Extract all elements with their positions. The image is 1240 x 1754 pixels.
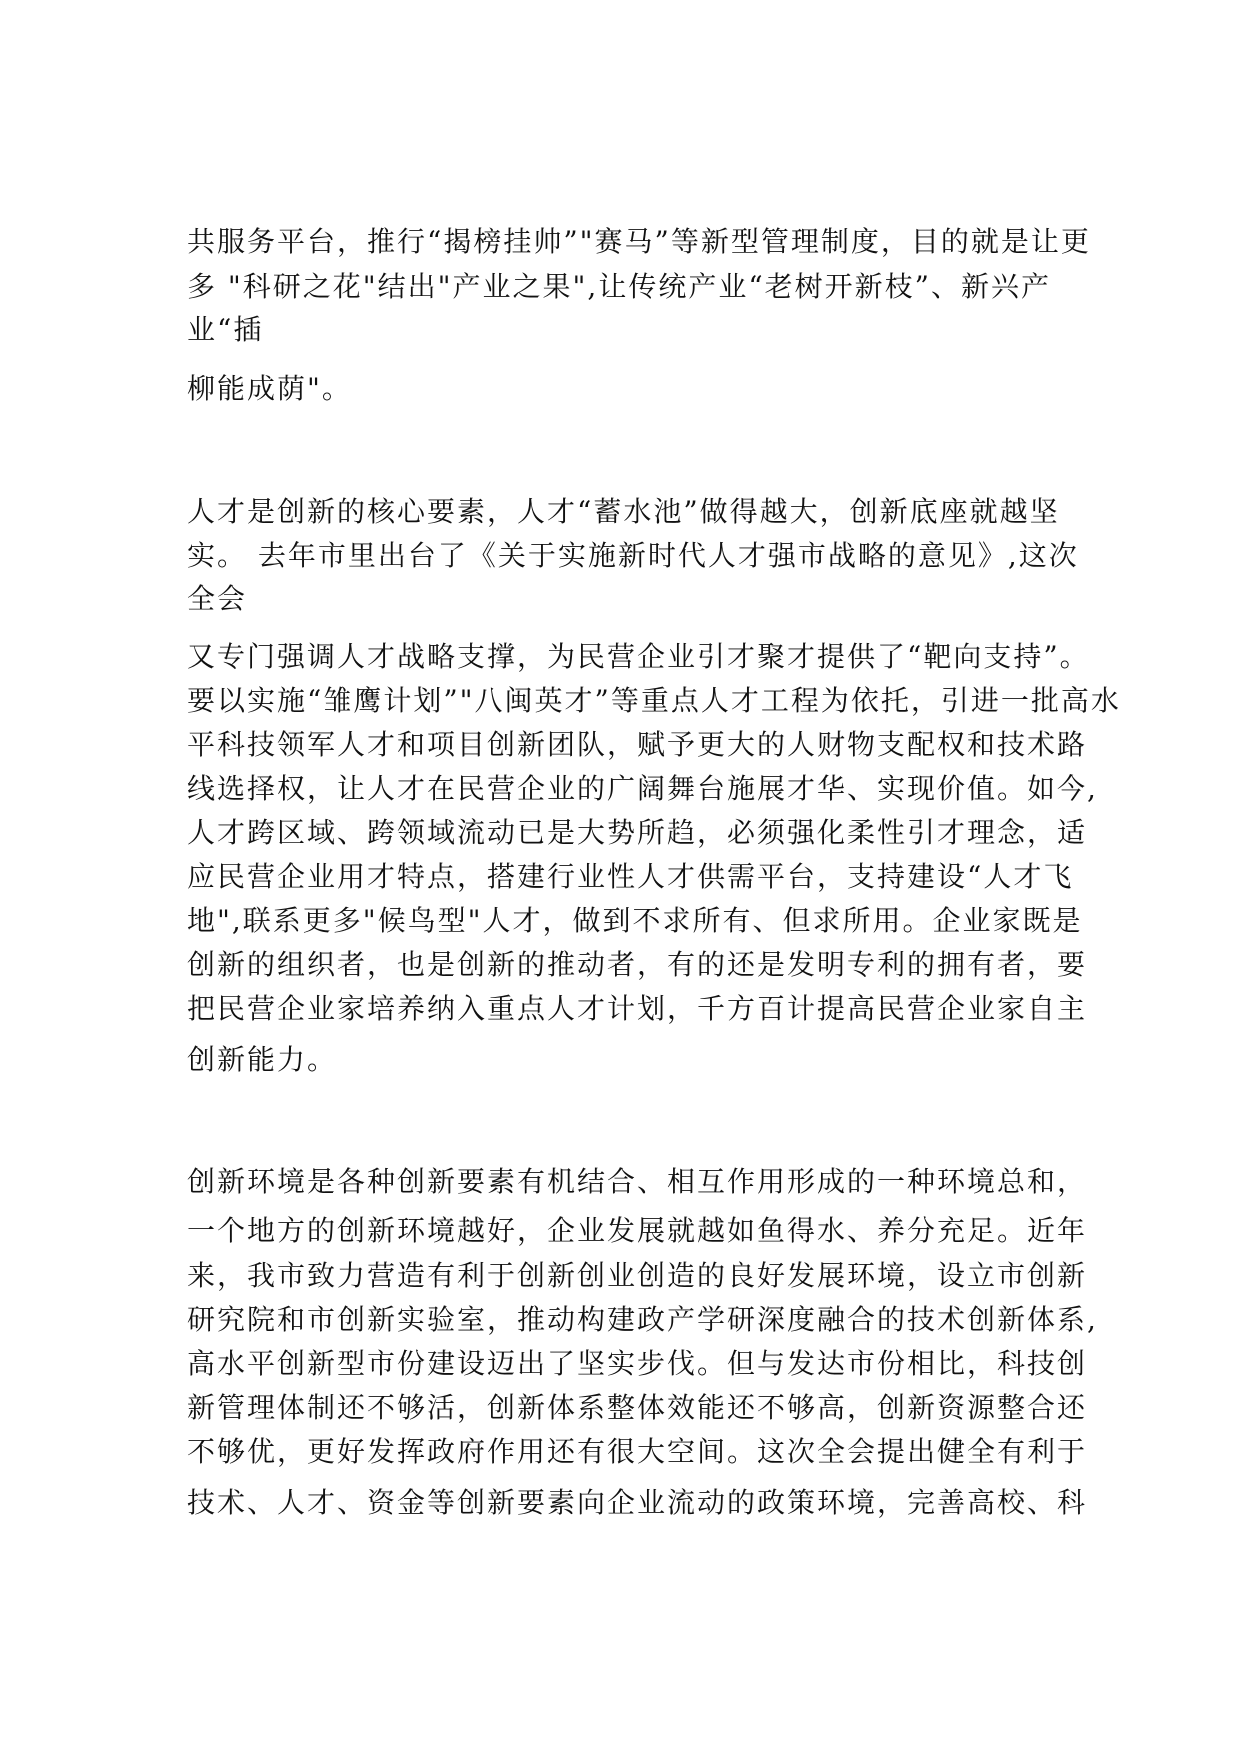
- paragraph-2-line-2: 实。 去年市里出台了《关于实施新时代人才强市战略的意见》,这次: [187, 539, 1079, 572]
- paragraph-1-line-4: 柳能成荫"。: [187, 372, 352, 405]
- paragraph-3-line-6: 新管理体制还不够活，创新体系整体效能还不够高，创新资源整合还: [187, 1391, 1088, 1424]
- paragraph-2-line-5: 要以实施“雏鹰计划”"八闽英才”等重点人才工程为依托，引进一批高水: [187, 684, 1121, 717]
- paragraph-3-line-1: 创新环境是各种创新要素有机结合、相互作用形成的一种环境总和，: [187, 1165, 1088, 1198]
- paragraph-3-line-3: 来，我市致力营造有利于创新创业创造的良好发展环境，设立市创新: [187, 1259, 1088, 1292]
- paragraph-3-line-2: 一个地方的创新环境越好，企业发展就越如鱼得水、养分充足。近年: [187, 1214, 1088, 1247]
- paragraph-2-line-9: 应民营企业用才特点，搭建行业性人才供需平台，支持建设“人才飞: [187, 860, 1074, 893]
- paragraph-2-line-4: 又专门强调人才战略支撑，为民营企业引才聚才提供了“靶向支持”。: [187, 640, 1090, 673]
- paragraph-3-line-4: 研究院和市创新实验室，推动构建政产学研深度融合的技术创新体系,: [187, 1303, 1098, 1336]
- paragraph-2-line-3: 全会: [187, 582, 248, 615]
- paragraph-2-line-7: 线选择权，让人才在民营企业的广阔舞台施展才华、实现价值。如今,: [187, 772, 1098, 805]
- paragraph-1-line-3: 业“插: [187, 313, 264, 346]
- paragraph-2-line-13: 创新能力。: [187, 1043, 338, 1076]
- paragraph-3-line-8: 技术、人才、资金等创新要素向企业流动的政策环境，完善高校、科: [187, 1486, 1088, 1519]
- paragraph-3-line-7: 不够优，更好发挥政府作用还有很大空间。这次全会提出健全有利于: [187, 1435, 1088, 1468]
- paragraph-2-line-8: 人才跨区域、跨领域流动已是大势所趋，必须强化柔性引才理念，适: [187, 816, 1088, 849]
- paragraph-1-line-1: 共服务平台，推行“揭榜挂帅”"赛马”等新型管理制度，目的就是让更: [187, 225, 1091, 258]
- paragraph-2-line-10: 地",联系更多"候鸟型"人才，做到不求所有、但求所用。企业家既是: [187, 904, 1083, 937]
- paragraph-3-line-5: 高水平创新型市份建设迈出了坚实步伐。但与发达市份相比，科技创: [187, 1347, 1088, 1380]
- paragraph-2-line-12: 把民营企业家培养纳入重点人才计划，千方百计提高民营企业家自主: [187, 992, 1088, 1025]
- paragraph-2-line-11: 创新的组织者，也是创新的推动者，有的还是发明专利的拥有者，要: [187, 948, 1088, 981]
- paragraph-2-line-6: 平科技领军人才和项目创新团队，赋予更大的人财物支配权和技术路: [187, 728, 1088, 761]
- paragraph-2-line-1: 人才是创新的核心要素，人才“蓄水池”做得越大，创新底座就越坚: [187, 495, 1060, 528]
- paragraph-1-line-2: 多 "科研之花"结出"产业之果",让传统产业“老树开新枝”、新兴产: [187, 270, 1051, 303]
